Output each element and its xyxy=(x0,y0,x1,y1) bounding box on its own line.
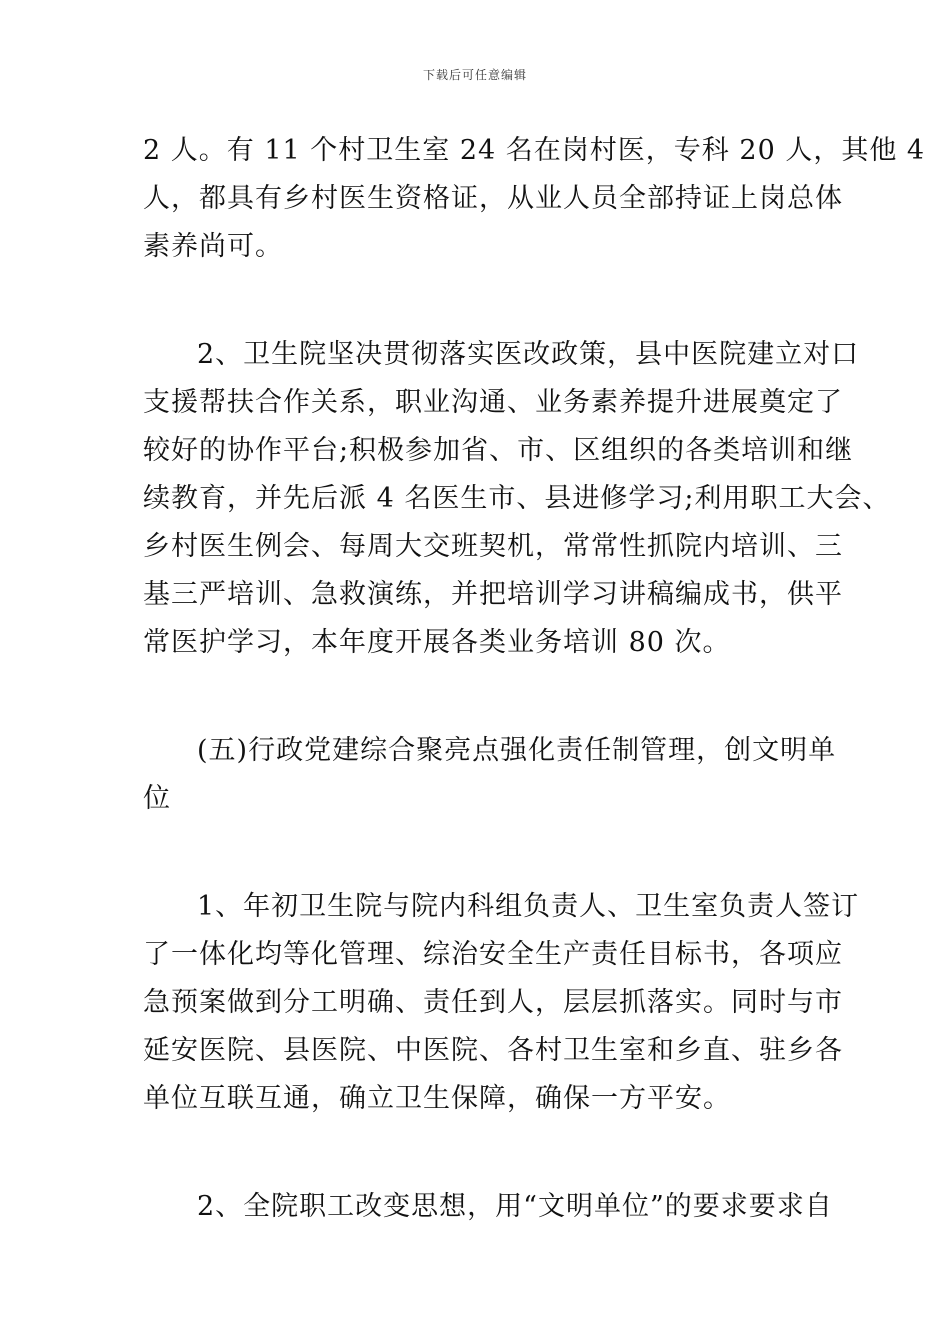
text-line: 位 xyxy=(143,783,171,814)
paragraph-gap xyxy=(143,667,823,727)
paragraph-medical-reform xyxy=(143,331,891,667)
text-line: 延安医院、县医院、中医院、各村卫生室和乡直、驻乡各 xyxy=(143,1035,843,1066)
text-line: 基三严培训、急救演练，并把培训学习讲稿编成书，供平 xyxy=(143,579,843,610)
paragraph-civilized-unit xyxy=(143,1183,833,1231)
text-line: 了一体化均等化管理、综治安全生产责任目标书，各项应 xyxy=(143,939,843,970)
text-line: (五)行政党建综合聚亮点强化责任制管理，创文明单 xyxy=(197,735,837,766)
text-line: 单位互联互通，确立卫生保障，确保一方平安。 xyxy=(143,1083,731,1114)
section-heading-five xyxy=(143,727,837,823)
text-line: 乡村医生例会、每周大交班契机，常常性抓院内培训、三 xyxy=(143,531,843,562)
paragraph-staff-summary xyxy=(143,127,926,271)
text-line: 续教育，并先后派 4 名医生市、县进修学习;利用职工大会、 xyxy=(143,483,891,514)
paragraph-gap xyxy=(143,271,823,331)
paragraph-gap xyxy=(143,823,823,883)
text-line: 常医护学习，本年度开展各类业务培训 80 次。 xyxy=(143,627,731,658)
text-line: 2 人。有 11 个村卫生室 24 名在岗村医，专科 20 人，其他 4 xyxy=(143,135,926,166)
text-line: 2、卫生院坚决贯彻落实医改政策，县中医院建立对口 xyxy=(197,339,860,370)
text-line: 较好的协作平台;积极参加省、市、区组织的各类培训和继 xyxy=(143,435,854,466)
text-line: 2、全院职工改变思想，用“文明单位”的要求要求自 xyxy=(197,1191,833,1222)
text-line: 支援帮扶合作关系，职业沟通、业务素养提升进展奠定了 xyxy=(143,387,843,418)
document-body xyxy=(143,127,926,1231)
paragraph-responsibility xyxy=(143,883,860,1123)
text-line: 人，都具有乡村医生资格证，从业人员全部持证上岗总体 xyxy=(143,183,843,214)
text-line: 急预案做到分工明确、责任到人，层层抓落实。同时与市 xyxy=(143,987,843,1018)
paragraph-gap xyxy=(143,1123,823,1183)
page-header-note: 下载后可任意编辑 xyxy=(422,68,527,82)
text-line: 1、年初卫生院与院内科组负责人、卫生室负责人签订 xyxy=(197,891,860,922)
text-line: 素养尚可。 xyxy=(143,231,283,262)
